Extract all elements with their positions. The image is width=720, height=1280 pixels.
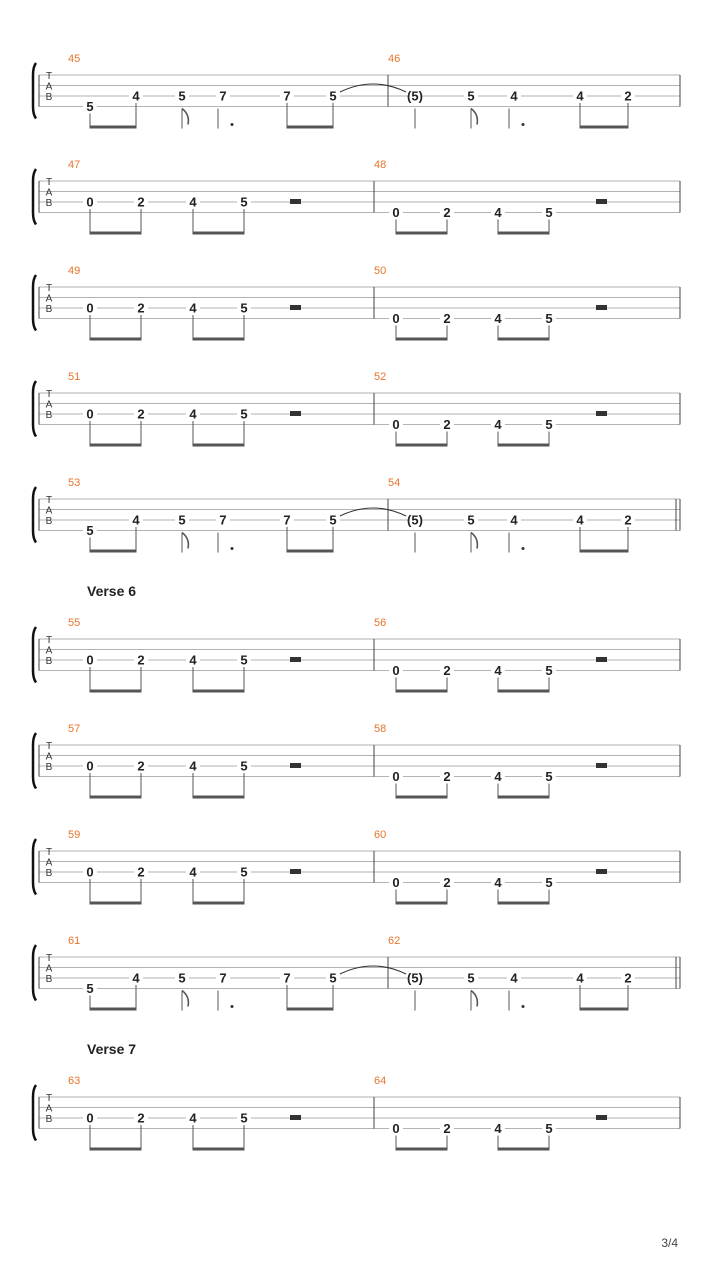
fret-number: 2 [137,194,145,210]
beam [90,1148,141,1151]
beam [90,232,141,235]
fret-number: 5 [178,970,186,986]
fret-number: 4 [189,652,197,668]
beam [498,232,549,235]
fret-number: 4 [494,875,502,890]
tab-clef-letter: B [45,304,53,315]
fret-number: 5 [467,88,475,104]
fret-number: 0 [86,194,94,210]
beam [498,690,549,693]
measure-number: 45 [68,53,81,65]
measure-number: 46 [388,53,401,65]
beam [193,1148,244,1151]
system-bracket [33,839,36,895]
fret-number: 5 [240,1110,248,1126]
measure-number: 56 [374,617,387,629]
rest [596,1115,607,1120]
measure-number: 61 [68,935,81,947]
beam [396,444,447,447]
rest [596,305,607,310]
fret-number: 5 [86,523,94,538]
fret-number: 0 [86,406,94,422]
fret-number: (5) [407,970,423,986]
fret-number: 7 [283,88,291,104]
fret-number: 0 [392,875,400,890]
fret-number: 7 [283,970,291,986]
beam [90,902,141,905]
note-flag [182,533,188,549]
measure-number: 58 [374,723,387,735]
fret-number: 5 [329,512,337,528]
fret-number: 4 [576,970,584,986]
fret-number: 4 [576,88,584,104]
fret-number: 5 [178,512,186,528]
tab-clef-letter: A [45,293,53,305]
rest [290,763,301,768]
fret-number: 5 [329,88,337,104]
measure-number: 53 [68,477,81,489]
fret-number: 0 [392,311,400,326]
fret-number: 0 [86,652,94,668]
rest [290,199,301,204]
tab-clef-letter: A [45,751,53,763]
fret-number: 5 [86,99,94,114]
fret-number: 2 [137,864,145,880]
tab-clef-letter: T [45,953,53,964]
tab-clef-letter: B [45,198,53,209]
fret-number: 4 [189,194,197,210]
tab-clef-letter: T [45,71,53,82]
beam [193,902,244,905]
fret-number: 4 [132,512,140,528]
rhythm-dot [522,123,525,126]
note-flag [182,109,188,125]
fret-number: 4 [510,88,518,104]
measure-number: 48 [374,159,387,171]
rest [290,869,301,874]
tab-clef-letter: B [45,516,53,527]
fret-number: 2 [137,300,145,316]
tab-clef-letter: B [45,868,53,879]
fret-number: 2 [137,758,145,774]
note-flag [182,991,188,1007]
beam [193,232,244,235]
beam [580,126,628,129]
measure-number: 51 [68,371,81,383]
tab-clef-letter: T [45,847,53,858]
beam [90,338,141,341]
rest [596,869,607,874]
beam [287,126,333,129]
fret-number: 5 [240,864,248,880]
beam [396,690,447,693]
fret-number: 5 [545,417,553,432]
measure-number: 60 [374,829,387,841]
beam [498,338,549,341]
fret-number: 2 [443,663,451,678]
fret-number: 4 [132,88,140,104]
fret-number: 5 [240,758,248,774]
beam [580,1008,628,1011]
beam [498,796,549,799]
measure-number: 57 [68,723,81,735]
section-label: Verse 6 [87,583,137,599]
fret-number: 4 [576,512,584,528]
fret-number: 0 [86,864,94,880]
rhythm-dot [522,1005,525,1008]
fret-number: 4 [494,663,502,678]
fret-number: 5 [467,970,475,986]
system-bracket [33,169,36,225]
system-bracket [33,63,36,119]
fret-number: 2 [443,417,451,432]
beam [90,126,136,129]
measure-number: 50 [374,265,387,277]
fret-number: 0 [392,205,400,220]
fret-number: 5 [545,205,553,220]
system-bracket [33,381,36,437]
fret-number: 2 [443,311,451,326]
fret-number: 0 [86,300,94,316]
beam [287,550,333,553]
fret-number: 7 [219,88,227,104]
fret-number: 4 [189,406,197,422]
tab-clef-letter: T [45,1093,53,1104]
measure-number: 63 [68,1075,81,1087]
beam [193,690,244,693]
rhythm-dot [522,547,525,550]
fret-number: 0 [392,663,400,678]
fret-number: 2 [137,1110,145,1126]
tab-clef-letter: A [45,857,53,869]
beam [193,796,244,799]
fret-number: 5 [240,300,248,316]
fret-number: 2 [624,970,632,986]
rhythm-dot [231,547,234,550]
fret-number: 5 [467,512,475,528]
fret-number: 5 [240,194,248,210]
tab-clef-letter: A [45,187,53,199]
note-flag [471,109,477,125]
fret-number: 4 [494,205,502,220]
fret-number: 4 [494,311,502,326]
page-number: 3/4 [661,1236,678,1250]
tab-clef-letter: A [45,399,53,411]
fret-number: 5 [545,1121,553,1136]
tab-clef-letter: T [45,495,53,506]
beam [90,796,141,799]
beam [498,444,549,447]
beam [396,338,447,341]
fret-number: 4 [494,1121,502,1136]
tab-clef-letter: B [45,1114,53,1125]
rest [596,763,607,768]
beam [580,550,628,553]
tab-clef-letter: A [45,81,53,93]
fret-number: 2 [137,652,145,668]
tab-clef-letter: B [45,762,53,773]
fret-number: 2 [443,205,451,220]
fret-number: 5 [545,875,553,890]
tab-clef-letter: B [45,92,53,103]
rest [290,411,301,416]
beam [396,796,447,799]
fret-number: 0 [392,769,400,784]
tab-clef-letter: A [45,963,53,975]
system-bracket [33,945,36,1001]
beam [90,1008,136,1011]
fret-number: 7 [219,970,227,986]
fret-number: 5 [545,769,553,784]
beam [193,338,244,341]
system-bracket [33,1085,36,1141]
fret-number: 5 [178,88,186,104]
fret-number: 4 [189,1110,197,1126]
fret-number: 4 [189,864,197,880]
fret-number: 5 [545,311,553,326]
section-label: Verse 7 [87,1041,137,1057]
fret-number: 5 [86,981,94,996]
measure-number: 54 [388,477,401,489]
system-bracket [33,275,36,331]
fret-number: 2 [624,88,632,104]
note-flag [471,533,477,549]
beam [90,550,136,553]
beam [498,902,549,905]
tab-clef-letter: B [45,410,53,421]
fret-number: (5) [407,88,423,104]
system-bracket [33,627,36,683]
fret-number: 5 [240,652,248,668]
rest [596,199,607,204]
fret-number: 0 [86,758,94,774]
fret-number: 4 [510,970,518,986]
beam [287,1008,333,1011]
fret-number: 0 [392,417,400,432]
measure-number: 55 [68,617,81,629]
fret-number: 4 [494,417,502,432]
fret-number: 2 [137,406,145,422]
tab-clef-letter: T [45,741,53,752]
fret-number: 0 [86,1110,94,1126]
rest [290,657,301,662]
beam [498,1148,549,1151]
tab-clef-letter: A [45,645,53,657]
tab-clef-letter: T [45,283,53,294]
fret-number: 5 [329,970,337,986]
system-bracket [33,733,36,789]
beam [396,1148,447,1151]
fret-number: 2 [443,875,451,890]
system-bracket [33,487,36,543]
fret-number: 4 [189,758,197,774]
beam [90,444,141,447]
beam [193,444,244,447]
measure-number: 62 [388,935,401,947]
measure-number: 59 [68,829,81,841]
measure-number: 47 [68,159,81,171]
fret-number: 7 [219,512,227,528]
measure-number: 64 [374,1075,387,1087]
fret-number: 4 [189,300,197,316]
note-flag [471,991,477,1007]
measure-number: 52 [374,371,387,383]
tab-clef-letter: A [45,505,53,517]
rest [596,657,607,662]
fret-number: 2 [624,512,632,528]
tab-clef-letter: T [45,635,53,646]
measure-number: 49 [68,265,81,277]
fret-number: 4 [510,512,518,528]
beam [90,690,141,693]
fret-number: 4 [494,769,502,784]
rhythm-dot [231,123,234,126]
tab-clef-letter: B [45,656,53,667]
rest [596,411,607,416]
tab-clef-letter: B [45,974,53,985]
fret-number: 7 [283,512,291,528]
fret-number: 4 [132,970,140,986]
fret-number: 0 [392,1121,400,1136]
tab-clef-letter: T [45,177,53,188]
fret-number: 2 [443,1121,451,1136]
fret-number: (5) [407,512,423,528]
rhythm-dot [231,1005,234,1008]
tab-clef-letter: T [45,389,53,400]
rest [290,1115,301,1120]
beam [396,232,447,235]
beam [396,902,447,905]
fret-number: 5 [545,663,553,678]
fret-number: 2 [443,769,451,784]
tab-clef-letter: A [45,1103,53,1115]
rest [290,305,301,310]
fret-number: 5 [240,406,248,422]
